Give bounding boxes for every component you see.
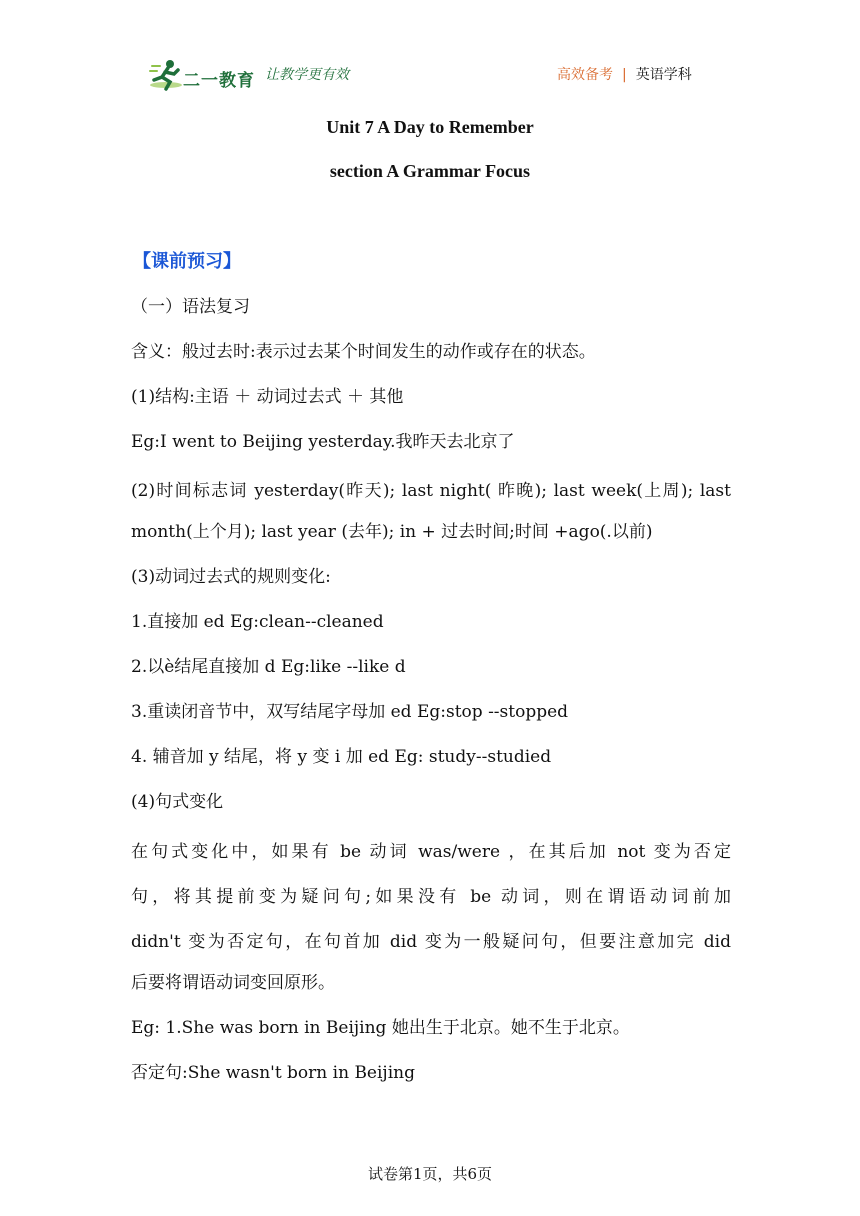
paragraph-line: 后要将谓语动词变回原形。 bbox=[131, 973, 335, 993]
header-separator: | bbox=[622, 67, 627, 83]
title-line2: section A Grammar Focus bbox=[329, 161, 531, 181]
paragraph-line: didn't 变为否定句，在句首加 did 变为一般疑问句，但要注意加完 did bbox=[131, 932, 731, 952]
text-line: month(上个月); last year (去年); in + 过去时间;时间 +ago(.以前) bbox=[131, 522, 653, 542]
section-heading: 【课前预习】 bbox=[133, 251, 241, 272]
text-line: (3)动词过去式的规则变化: bbox=[131, 567, 331, 587]
paragraph-line: 在句式变化中，如果有 be 动词 was/were ，在其后加 not 变为否定 bbox=[131, 842, 731, 862]
header-right-b: 英语学科 bbox=[635, 67, 692, 83]
text-line: 3.重读闭音节中，双写结尾字母加 ed Eg:stop --stopped bbox=[131, 702, 569, 722]
text-line: （一）语法复习 bbox=[131, 297, 250, 317]
title-line1: Unit 7 A Day to Remember bbox=[326, 117, 534, 137]
header-right bbox=[557, 64, 692, 84]
text-line: 4. 辅音加 y 结尾，将 y 变 i 加 ed Eg: study--studied bbox=[131, 747, 552, 767]
logo-text: 二一教育 bbox=[183, 71, 255, 91]
paragraph-line: 句，将其提前变为疑问句;如果没有 be 动词，则在谓语动词前加 bbox=[131, 887, 731, 907]
text-line: Eg: 1.She was born in Beijing 她出生于北京。她不生于北京。 bbox=[131, 1018, 630, 1038]
text-line: 否定句:She wasn't born in Beijing bbox=[131, 1063, 415, 1083]
text-line: 含义：般过去时:表示过去某个时间发生的动作或存在的状态。 bbox=[131, 342, 596, 362]
text-line: (4)句式变化 bbox=[131, 792, 224, 812]
slogan: 让教学更有效 bbox=[265, 67, 349, 83]
page-header bbox=[0, 0, 860, 100]
text-line: 1.直接加 ed Eg:clean--cleaned bbox=[131, 612, 384, 632]
text-line: (2)时间标志词 yesterday(昨天); last night( 昨晚); last week(上周); last bbox=[131, 481, 731, 501]
text-line: 2.以è结尾直接加 d Eg:like --like d bbox=[131, 657, 406, 677]
page-footer: 试卷第1页，共6页 bbox=[367, 1165, 493, 1183]
text-line: (1)结构:主语 ＋ 动词过去式 ＋ 其他 bbox=[131, 387, 404, 407]
header-right-a: 高效备考 bbox=[557, 67, 613, 83]
text-line: Eg:I went to Beijing yesterday.我昨天去北京了 bbox=[131, 432, 515, 452]
